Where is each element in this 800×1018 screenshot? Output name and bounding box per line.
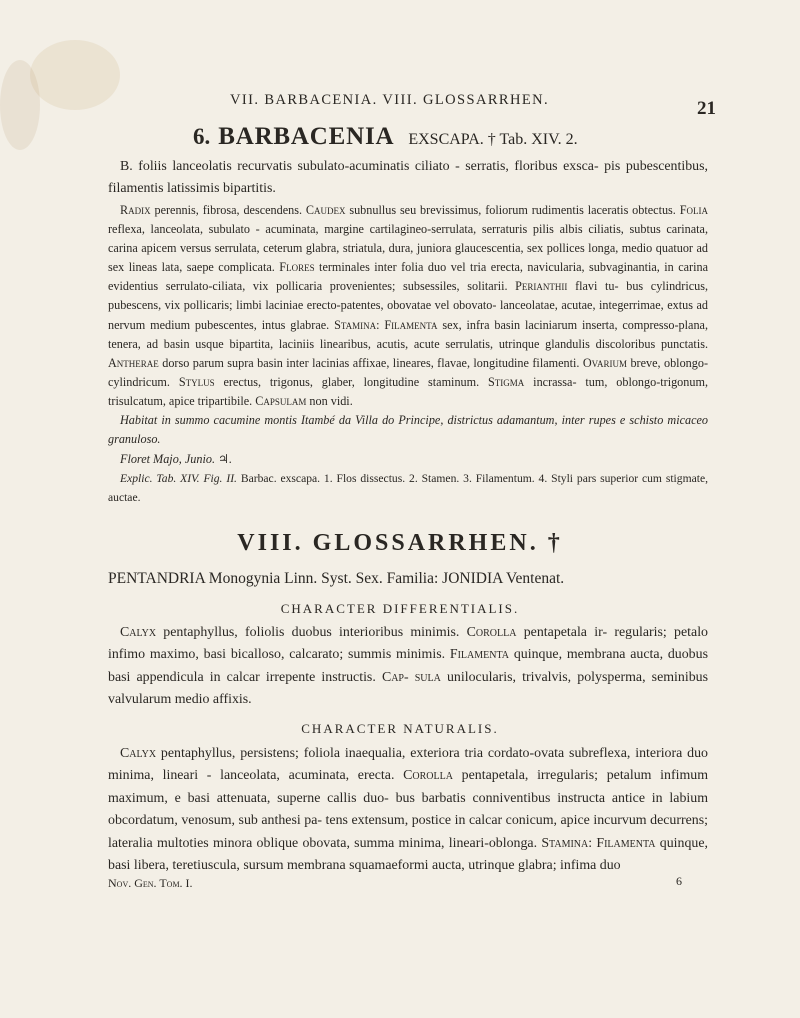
text-run: erectus, trigonus, glaber, longitudine staminum. — [214, 374, 489, 389]
species-epithet: EXSCAPA. † Tab. XIV. 2. — [408, 131, 578, 148]
term-label: Capsulam — [255, 393, 307, 408]
text-run: pentapetala ir- regularis; petalo infimo maximo, basi bicalloso, calcarato; summis minimis. — [108, 625, 708, 663]
species-diagnosis: B. foliis lanceolatis recurvatis subulato-acuminatis ciliato - serratis, floribus exsca- pis pubescentibus, filamentis latissimis bipartitis. — [108, 159, 708, 197]
species-heading — [193, 123, 578, 151]
text-run: sex, infra basin laciniarum inserta, compresso-plana, tenera, ad basin usque bipartita, laciniis linearibus, acutis, acute serrulatis, utrinque glandulis discoloribus punctatis. — [108, 317, 708, 351]
term-label: Filamenta — [449, 647, 510, 663]
term-label: Filamenta — [384, 317, 438, 332]
text-run: unilocularis, trivalvis, polysperma, seminibus valvularum medio affixis. — [108, 669, 709, 708]
term-label: Corolla — [466, 625, 517, 640]
text-run: pentapetala, irregularis; petalum infimum maximum, e basi attenuata, superne callis duo- bus barbatis conniventibus instructa antice in labium obcordatum, venosum, sub anthesi pa- tens extensum, postice in calcar conicum, apice incurvum decurrens; lateralia multoties minora oblique obovata, summa minima, lineari-oblonga. — [108, 768, 708, 851]
genus-name: BARBACENIA — [218, 123, 395, 150]
text-run: reflexa, lanceolata, subulato - acuminata, margine cartilagineo-serrulata, serraturis pilis albis ciliatis, subtus carinata, carina apicem versus serrulata, ceterum glabra, striatula, dura, juniora glaucescentia, sex pollices longa, medio quatuor ad sex lineas lata, saepe complicata. — [108, 222, 708, 275]
page-number: 21 — [697, 98, 716, 119]
text-run: pentaphyllus, foliolis duobus interioribus minimis. — [156, 625, 467, 640]
term-label: Calyx — [120, 625, 157, 640]
term-label: Cap- sula — [381, 669, 441, 685]
term-label: Filamenta — [596, 835, 656, 851]
term-label: Caudex — [305, 203, 346, 217]
explic-text: Barbac. exscapa. 1. Flos dissectus. 2. Stamen. 3. Filamentum. 4. Styli pars superior cum stigmate, auctae. — [108, 472, 709, 505]
text-run: non vidi. — [306, 393, 353, 408]
paper-stain — [0, 60, 40, 150]
term-label: Stylus — [178, 374, 215, 389]
text-run: pentaphyllus, persistens; foliola inaequalia, exteriora tria cordato-ovata subreflexa, interiora duo minima, lineari - lanceolata, acuminata, erecta. — [108, 746, 708, 784]
term-label: Antherae — [108, 355, 159, 370]
classification-line: PENTANDRIA Monogynia Linn. Syst. Sex. Familia: JONIDIA Ventenat. — [108, 570, 565, 587]
species-number: 6. — [193, 124, 211, 149]
paper-stain — [30, 40, 120, 110]
text-run: breve, oblongo-cylindricum. — [108, 355, 708, 389]
term-label: Stamina: — [334, 317, 380, 332]
floret-text: Floret Majo, Junio. ♃. — [120, 452, 233, 466]
text-run: quinque, membrana aucta, duobus basi appendicula in calcar irrepente instructis. — [108, 647, 708, 685]
term-label: Folia — [679, 203, 708, 217]
character-naturalis-heading: CHARACTER NATURALIS. — [301, 721, 499, 736]
text-run: dorso parum supra basin inter lacinias affixae, lineares, flavae, longitudine filamenti. — [158, 355, 583, 370]
text-run: terminales inter folia duo vel tria erecta, navicularia, subvaginantia, in carina evidentius serrulato-ciliata, vix pollicaria provenientes; subsessiles, solitarii. — [108, 260, 708, 294]
term-label: Corolla — [403, 768, 453, 784]
term-label: Perianthii — [515, 279, 568, 294]
term-label: Flores — [279, 260, 315, 275]
term-label: Ovarium — [582, 355, 628, 370]
term-label: Stigma — [488, 374, 525, 389]
explic-label: Explic. Tab. XIV. Fig. II. — [120, 472, 237, 485]
text-run: perennis, fibrosa, descendens. — [150, 203, 306, 217]
character-differentialis-text — [108, 622, 708, 712]
term-label: Calyx — [120, 746, 157, 761]
signature-number: 6 — [676, 874, 682, 888]
character-differentialis-heading: CHARACTER DIFFERENTIALIS. — [280, 601, 520, 616]
species-description — [108, 201, 708, 411]
text-run: subnullus seu brevissimus, foliorum rudimentis laceratis obtectus. — [345, 203, 680, 217]
habitat-text: Habitat in summo cacumine montis Itambé da Villa do Principe, districtus adamantum, inter rupes e schisto micaceo granuloso. — [108, 413, 708, 447]
character-naturalis-text — [108, 743, 708, 877]
plate-explanation — [108, 469, 708, 507]
text-run: incrassa- tum, oblongo-trigonum, trisulcatum, apice tripartibile. — [108, 374, 708, 408]
term-label: Stamina: — [541, 835, 593, 851]
running-title: VII. BARBACENIA. VIII. GLOSSARRHEN. — [230, 92, 549, 108]
genus-heading: VIII. GLOSSARRHEN. † — [237, 530, 563, 556]
text-run: flavi tu- bus cylindricus, pubescens, vix pollicaris; limbi laciniae erecto-patentes, obovatae vel obovato- lanceolatae, acutae, integerrimae, extus ad nervum medium pubescentes, intus glabrae. — [108, 279, 708, 332]
term-label: Radix — [120, 203, 151, 217]
text-run: quinque, basi libera, teretiuscula, sursum membrana squamaeformi aucta, utrinque glabra; infima duo — [108, 835, 708, 874]
signature-mark: Nov. Gen. Tom. I. — [108, 876, 193, 890]
